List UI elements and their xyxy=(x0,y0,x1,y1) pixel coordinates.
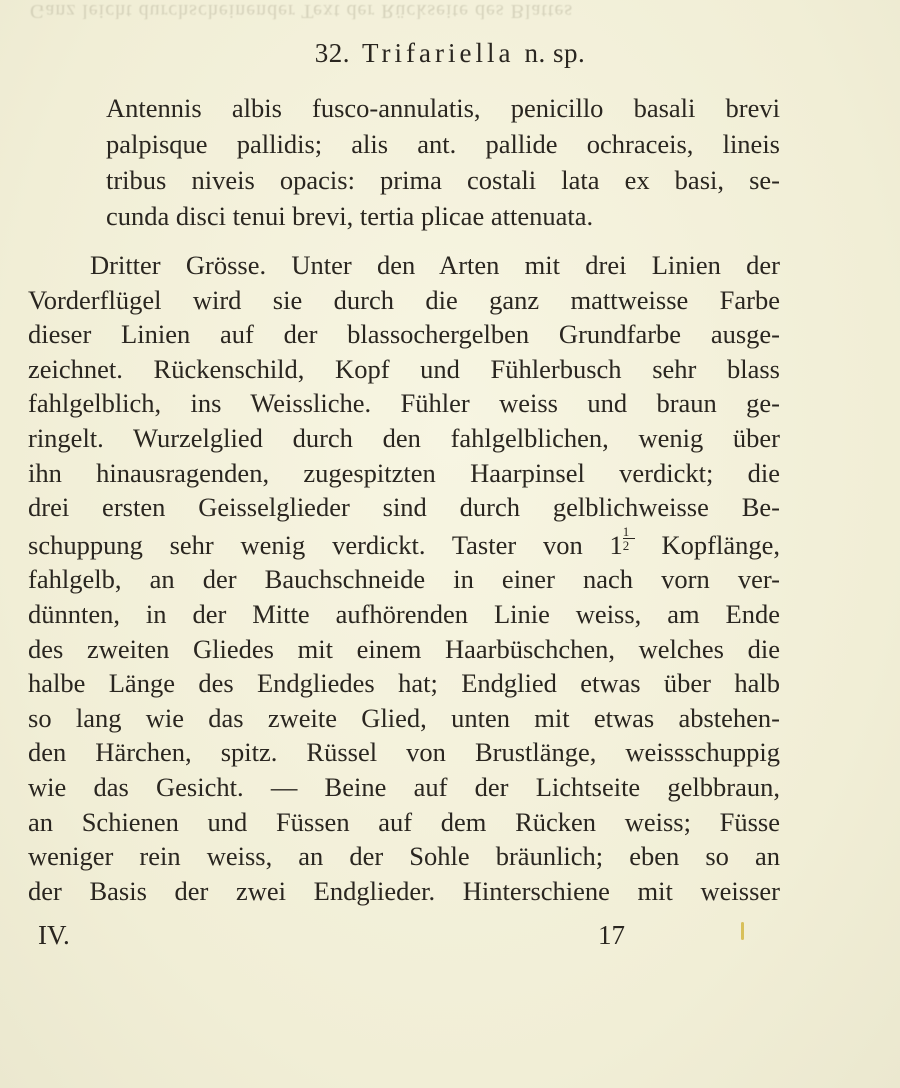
latin-line: palpisque pallidis; alis ant. pallide ochraceis, lineis xyxy=(106,129,780,159)
signature-mark: IV. xyxy=(38,920,70,950)
genus-name: Trifariella xyxy=(362,38,515,68)
fraction-denominator: 2 xyxy=(623,538,635,552)
german-description xyxy=(28,248,780,908)
body-line: ringelt. Wurzelglied durch den fahlgelblichen, wenig über xyxy=(28,422,780,453)
paper-speck xyxy=(741,922,744,940)
sheet-number: 17 xyxy=(598,920,625,950)
latin-diagnosis xyxy=(76,90,780,234)
species-status: n. sp. xyxy=(524,38,586,68)
latin-line: tribus niveis opacis: prima costali lata ex basi, se- xyxy=(106,165,780,195)
fraction-numerator: 1 xyxy=(622,523,630,539)
body-line: drei ersten Geisselglieder sind durch gelblichweisse Be- xyxy=(28,492,780,523)
fraction-whole: 1 xyxy=(609,529,623,560)
body-line: ihn hinausragenden, zugespitzten Haarpinsel verdickt; die xyxy=(28,457,780,488)
body-line: Vorderflügel wird sie durch die ganz mattweisse Farbe xyxy=(28,284,780,315)
body-line: der Basis der zwei Endglieder. Hinterschiene mit weisser xyxy=(28,875,780,906)
page-footer xyxy=(0,920,900,956)
body-line: weniger rein weiss, an der Sohle bräunlich; eben so an xyxy=(28,841,780,872)
body-line: Dritter Grösse. Unter den Arten mit drei Linien der xyxy=(90,250,780,280)
body-line-text: schuppung sehr wenig verdickt. Taster von xyxy=(28,529,583,560)
body-line: zeichnet. Rückenschild, Kopf und Fühlerbusch sehr blass xyxy=(28,353,780,384)
latin-line: cunda disci tenui brevi, tertia plicae attenuata. xyxy=(106,201,594,231)
fraction-after-text: Kopflänge, xyxy=(661,529,780,560)
body-line: dieser Linien auf der blassochergelben Grundfarbe ausge- xyxy=(28,319,780,350)
species-number: 32. xyxy=(314,38,350,68)
body-line: wie das Gesicht. — Beine auf der Lichtseite gelbbraun, xyxy=(28,771,780,802)
body-line-with-fraction xyxy=(28,525,780,563)
body-line: fahlgelb, an der Bauchschneide in einer nach vorn ver- xyxy=(28,564,780,595)
body-line: fahlgelblich, ins Weissliche. Fühler weiss und braun ge- xyxy=(28,388,780,419)
latin-line: Antennis albis fusco-annulatis, penicillo basali brevi xyxy=(106,93,780,123)
fraction-half xyxy=(623,525,635,552)
bleed-through-text: Ganz leicht durchscheinender Text der Rückseite des Blattes xyxy=(30,0,574,22)
body-line: den Härchen, spitz. Rüssel von Brustlänge, weissschuppig xyxy=(28,737,780,768)
body-line: dünnten, in der Mitte aufhörenden Linie weiss, am Ende xyxy=(28,598,780,629)
body-line: an Schienen und Füssen auf dem Rücken weiss; Füsse xyxy=(28,806,780,837)
body-line: des zweiten Gliedes mit einem Haarbüschchen, welches die xyxy=(28,633,780,664)
body-line: halbe Länge des Endgliedes hat; Endglied etwas über halb xyxy=(28,668,780,699)
body-line: so lang wie das zweite Glied, unten mit etwas abstehen- xyxy=(28,702,780,733)
species-heading xyxy=(0,38,900,69)
